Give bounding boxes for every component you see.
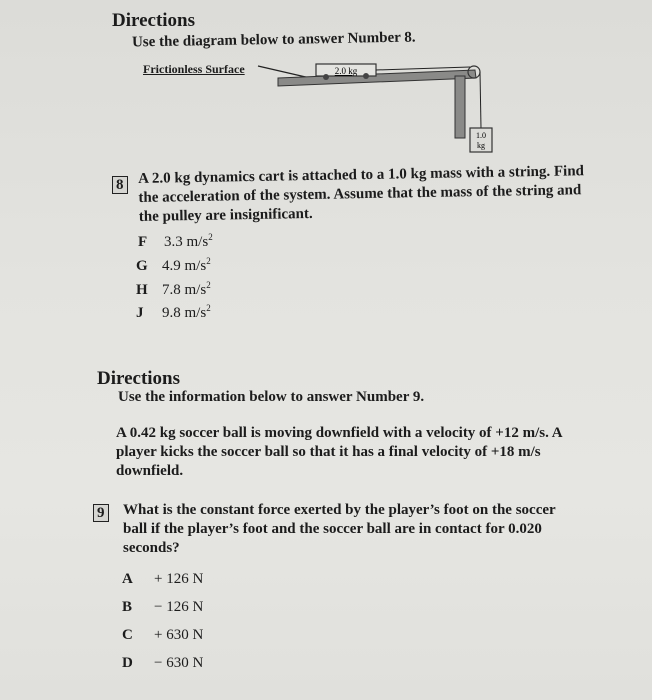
cart-pulley-diagram	[250, 56, 510, 166]
question-9-line: seconds?	[123, 540, 180, 556]
soccer-info-text	[116, 424, 563, 481]
answer-choice-d[interactable]	[122, 655, 203, 672]
question-8-line: the acceleration of the system. Assume that the mass of the string and	[138, 182, 582, 206]
info-line: downfield.	[116, 463, 184, 479]
choice-value: 4.9 $m/s^2$	[162, 256, 211, 274]
table-leg	[455, 76, 465, 138]
choice-letter: G	[136, 258, 148, 274]
choice-letter: B	[122, 599, 133, 615]
question-9-number: 9	[93, 504, 109, 522]
choice-letter: A	[122, 571, 133, 587]
choice-letter: F	[138, 234, 148, 250]
question-8-line: A 2.0 kg dynamics cart is attached to a 1.0 kg mass with a string. Find	[138, 163, 585, 187]
choice-letter: H	[136, 282, 148, 298]
cart-label: 2.0 kg	[334, 66, 358, 76]
string-horizontal	[376, 67, 470, 70]
question-8-number: 8	[112, 176, 128, 194]
answer-choice-a[interactable]	[122, 571, 203, 588]
hanging-mass-label-1: 1.0	[476, 131, 486, 140]
choice-value: 3.3 $m/s^2$	[164, 232, 213, 250]
question-9-text	[123, 501, 556, 558]
question-8-text	[138, 162, 585, 227]
choice-letter: D	[122, 655, 133, 671]
choice-value: + 630 N	[154, 627, 204, 643]
directions-heading-1: Directions	[112, 10, 196, 31]
answer-choice-j[interactable]	[136, 303, 211, 322]
info-line: player kicks the soccer ball so that it has a final velocity of +18 m/s	[116, 444, 541, 460]
choice-letter: J	[136, 305, 144, 321]
hanging-mass-label-2: kg	[477, 141, 485, 150]
cart-wheel-right	[363, 73, 369, 79]
directions-heading-2: Directions	[97, 368, 181, 389]
question-9-line: What is the constant force exerted by the player’s foot on the soccer	[123, 502, 556, 518]
choice-letter: C	[122, 627, 133, 643]
answer-choice-h[interactable]	[136, 280, 211, 299]
directions-text-2: Use the information below to answer Number 9.	[118, 389, 425, 405]
label-pointer-line	[258, 66, 310, 78]
question-8-line: the pulley are insignificant.	[138, 205, 313, 225]
answer-choice-b[interactable]	[122, 599, 203, 616]
choice-value: 7.8 $m/s^2$	[162, 280, 211, 298]
directions-text-1: Use the diagram below to answer Number 8.	[131, 29, 416, 51]
info-line: A 0.42 kg soccer ball is moving downfield with a velocity of +12 m/s. A	[116, 425, 563, 441]
table-surface	[278, 70, 476, 86]
question-9-line: ball if the player’s foot and the soccer ball are in contact for 0.020	[123, 521, 542, 537]
cart-wheel-left	[323, 74, 329, 80]
choice-value: − 126 N	[154, 599, 204, 615]
choice-value: 9.8 $m/s^2$	[162, 303, 211, 321]
answer-choice-f[interactable]	[138, 232, 213, 251]
string-vertical	[480, 72, 481, 128]
answer-choice-c[interactable]	[122, 627, 203, 644]
frictionless-surface-label: Frictionless Surface	[143, 62, 245, 76]
answer-choice-g[interactable]	[136, 256, 211, 275]
choice-value: + 126 N	[154, 571, 204, 587]
choice-value: − 630 N	[154, 655, 204, 671]
